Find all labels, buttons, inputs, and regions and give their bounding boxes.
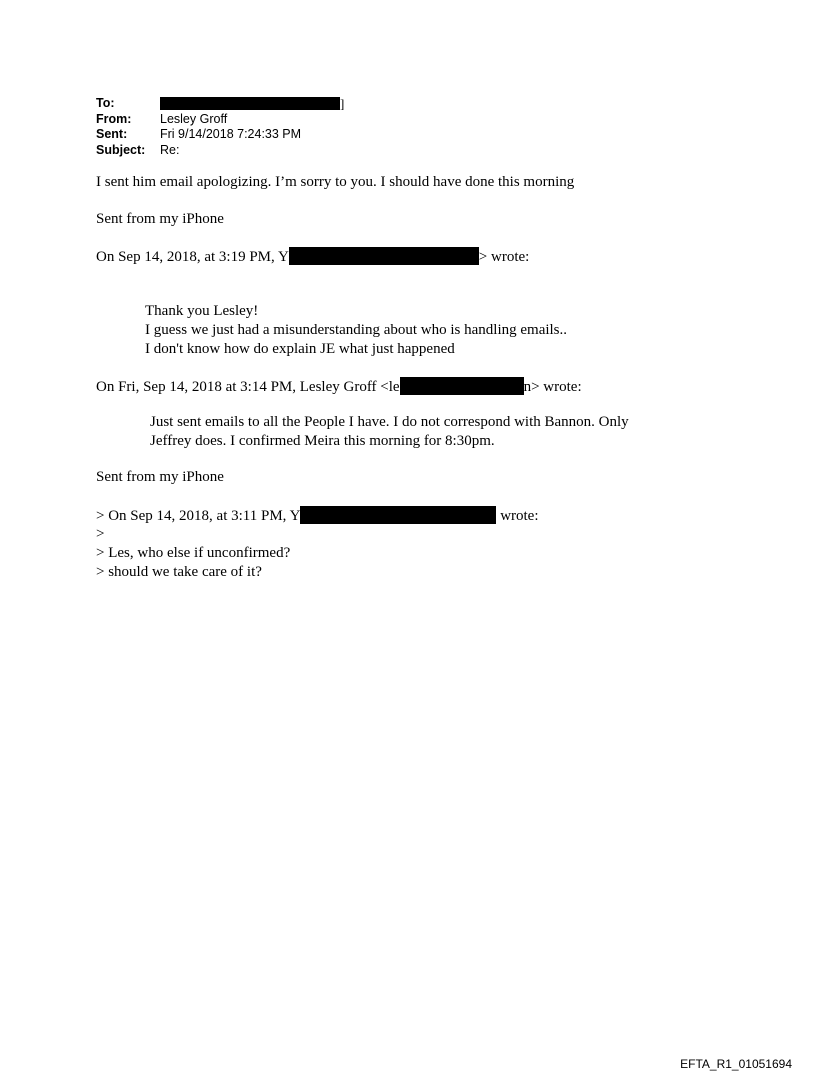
quoted-line-1: >	[96, 526, 105, 542]
subject-value: Re:	[160, 142, 180, 157]
document-id: EFTA_R1_01051694	[680, 1057, 792, 1071]
quoted-line-2: > Les, who else if unconfirmed?	[96, 545, 291, 561]
to-value	[160, 96, 344, 113]
quote-header-2-prefix: On Fri, Sep 14, 2018 at 3:14 PM, Lesley Groff <	[96, 379, 389, 395]
quote-header-1-prefix: On Sep 14, 2018, at 3:19 PM, Y	[96, 249, 289, 265]
subject-label: Subject:	[96, 142, 146, 157]
quote-header-2	[96, 377, 582, 397]
reply-2-line-1: Just sent emails to all the People I have. I do not correspond with Bannon. Only	[150, 414, 629, 430]
quote-header-3-prefix: > On Sep 14, 2018, at 3:11 PM, Y	[96, 508, 301, 524]
reply-1-line-3: I don't know how do explain JE what just happened	[145, 341, 455, 357]
quote-header-2-suffix: > wrote:	[531, 379, 582, 395]
quote-header-1	[96, 247, 529, 267]
redaction-bar	[160, 97, 340, 110]
quote-header-1-suffix: > wrote:	[478, 249, 530, 265]
reply-1-line-1: Thank you Lesley!	[145, 303, 259, 319]
sent-value: Fri 9/14/2018 7:24:33 PM	[160, 127, 302, 141]
signature-1: Sent from my iPhone	[96, 211, 224, 227]
quote-header-2-email-end: n	[523, 379, 532, 395]
from-value: Lesley Groff	[160, 111, 228, 126]
to-row	[96, 96, 344, 112]
reply-2-line-2: Jeffrey does. I confirmed Meira this morning for 8:30pm.	[150, 433, 495, 449]
redaction-bar	[300, 506, 496, 524]
from-row	[96, 112, 344, 128]
from-label: From:	[96, 111, 132, 126]
subject-row	[96, 143, 344, 159]
email-header	[96, 96, 344, 158]
sent-row	[96, 127, 344, 143]
message-line-1: I sent him email apologizing. I’m sorry to you. I should have done this morning	[96, 174, 575, 190]
redaction-bar	[400, 377, 524, 395]
redaction-bar	[289, 247, 479, 265]
quoted-line-3: > should we take care of it?	[96, 564, 262, 580]
signature-2: Sent from my iPhone	[96, 469, 224, 485]
to-label: To:	[96, 96, 115, 110]
reply-1-line-2: I guess we just had a misunderstanding about who is handling emails..	[145, 322, 568, 338]
to-bracket: ]	[340, 95, 345, 111]
quote-header-3	[96, 506, 539, 526]
sent-label: Sent:	[96, 127, 128, 141]
quote-header-3-suffix: wrote:	[496, 508, 539, 524]
quote-header-2-email-start: le	[388, 379, 400, 395]
